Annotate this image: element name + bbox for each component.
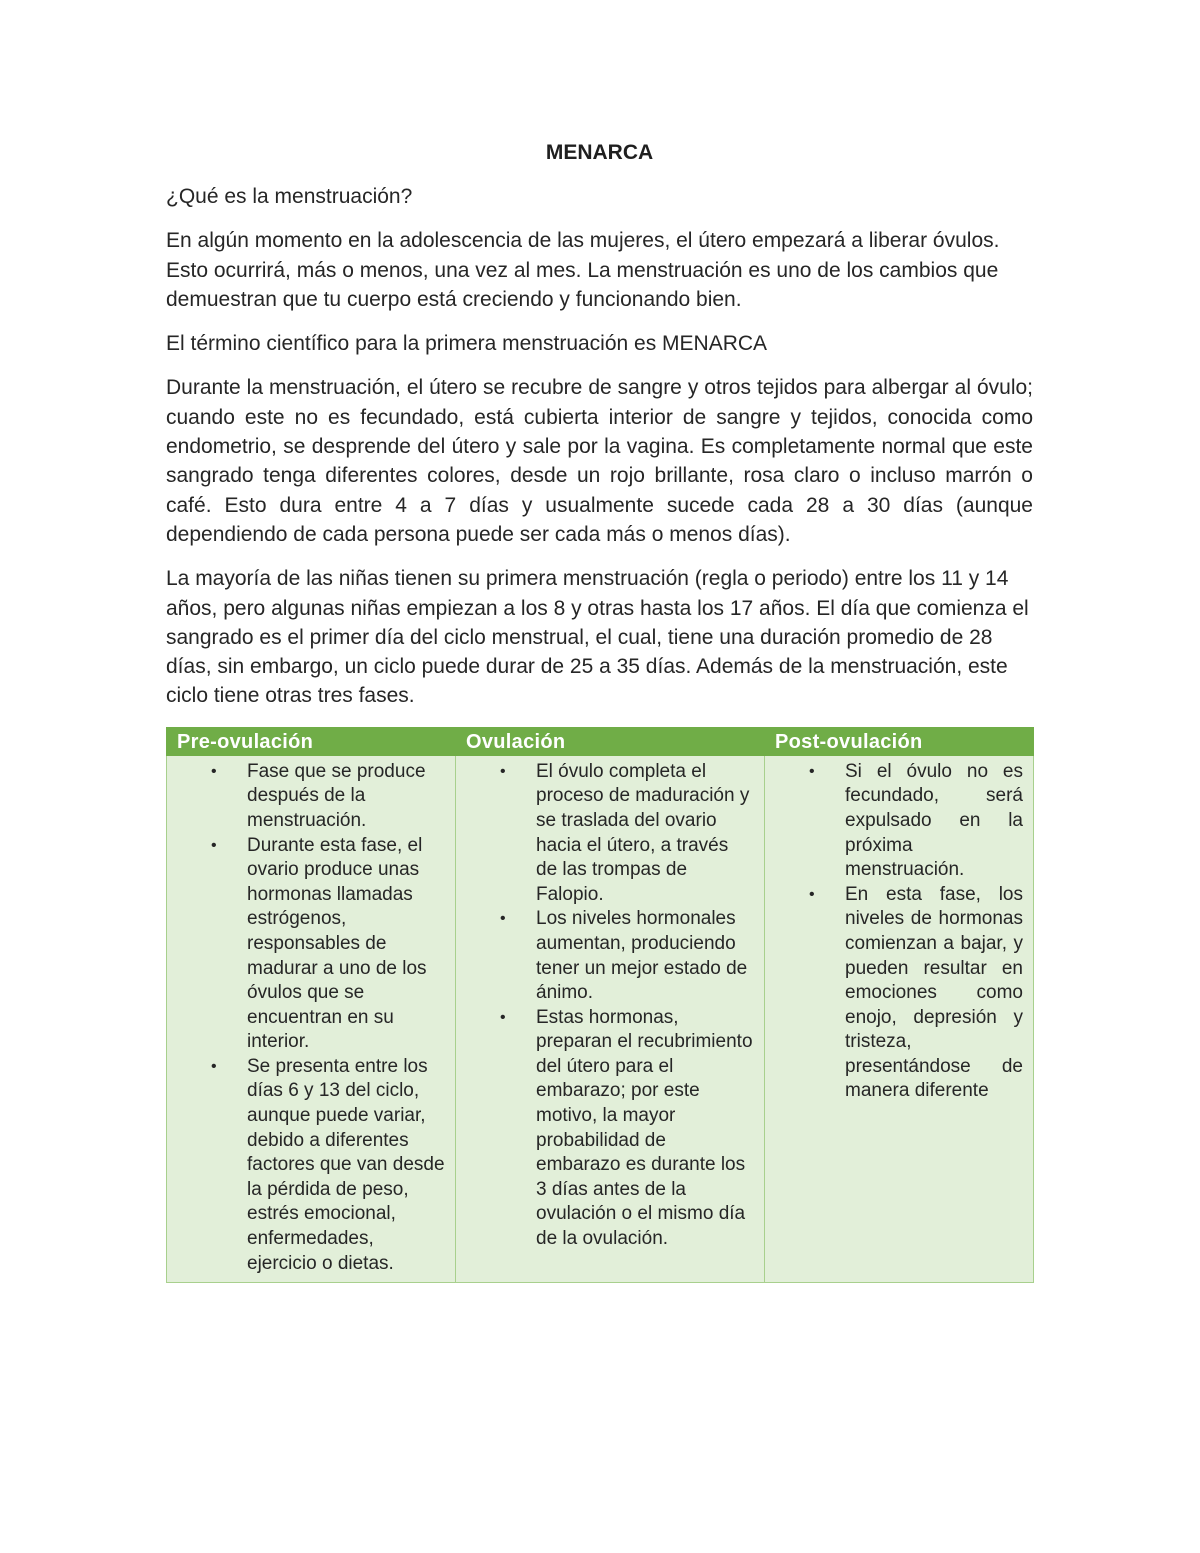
bullet-icon: • (211, 836, 217, 854)
bullet-icon: • (211, 762, 217, 780)
list-item: • Durante esta fase, el ovario produce unas hormonas llamadas estrógenos, responsables de madurar a uno de los óvulos que se encuentran en su interior. (211, 834, 427, 1053)
header-ovulation: Ovulación (456, 727, 765, 755)
list-item: • Si el óvulo no es fecundado, será expulsado en la próxima menstruación. (809, 760, 1023, 881)
bullet-list-post-ovulation (775, 760, 1023, 1104)
bullet-icon: • (500, 910, 506, 928)
bullet-icon: • (500, 1008, 506, 1026)
section-question: ¿Qué es la menstruación? (166, 185, 413, 208)
list-item: • Se presenta entre los días 6 y 13 del ciclo, aunque puede variar, debido a diferentes factores que van desde la pérdida de peso, estrés emocional, enfermedades, ejercicio o dietas. (211, 1055, 445, 1274)
cell-post-ovulation (765, 755, 1034, 1282)
bullet-list-ovulation (466, 760, 754, 1252)
list-item: • El óvulo completa el proceso de maduración y se traslada del ovario hacia el útero, a través de las trompas de Falopio. (500, 760, 750, 905)
document-page (166, 138, 1033, 1283)
bullet-icon: • (809, 762, 815, 780)
bullet-icon: • (500, 762, 506, 780)
paragraph-cycle-description: La mayoría de las niñas tienen su primera menstruación (regla o periodo) entre los 11 y 14 años, pero algunas niñas empiezan a los 8 y otras hasta los 17 años. El día que comienza el sangrado es el primer día del ciclo menstrual, el cual, tiene una duración promedio de 28 días, sin embargo, un ciclo puede durar de 25 a 35 días. Además de la menstruación, este ciclo tiene otras tres fases. (166, 567, 1029, 708)
table-row (167, 755, 1034, 1282)
paragraph-menarca-term: El término científico para la primera menstruación es MENARCA (166, 332, 768, 356)
bullet-icon: • (809, 885, 815, 903)
cell-ovulation (456, 755, 765, 1282)
bullet-list-pre-ovulation (177, 760, 445, 1276)
list-item: • Fase que se produce después de la menstruación. (211, 760, 426, 831)
header-post-ovulation: Post-ovulación (765, 727, 1034, 755)
paragraph-intro: En algún momento en la adolescencia de las mujeres, el útero empezará a liberar óvulos. Esto ocurrirá, más o menos, una vez al mes. La menstruación es uno de los cambios que demuestran que tu cuerpo está creciendo y funcionando bien. (166, 229, 1000, 311)
header-pre-ovulation: Pre-ovulación (167, 727, 456, 755)
paragraph-menstruation-description: Durante la menstruación, el útero se recubre de sangre y otros tejidos para albergar al óvulo; cuando este no es fecundado, está cubierta interior de sangre y tejidos, conocida como endometrio, se desprende del útero y sale por la vagina. Es completamente normal que este sangrado tenga diferentes colores, desde un rojo brillante, rosa claro o incluso marrón o café. Esto dura entre 4 a 7 días y usualmente sucede cada 28 a 30 días (aunque dependiendo de cada persona puede ser cada más o menos días). (166, 376, 1033, 546)
bullet-icon: • (211, 1057, 217, 1075)
list-item: • En esta fase, los niveles de hormonas comienzan a bajar, y pueden resultar en emociones como enojo, depresión y tristeza, presentándose de manera diferente (809, 883, 1023, 1102)
list-item: • Estas hormonas, preparan el recubrimiento del útero para el embarazo; por este motivo, la mayor probabilidad de embarazo es durante los 3 días antes de la ovulación o el mismo día de la ovulación. (500, 1006, 753, 1250)
list-item: • Los niveles hormonales aumentan, produciendo tener un mejor estado de ánimo. (500, 908, 748, 1004)
table-header-row (167, 727, 1034, 755)
cell-pre-ovulation (167, 755, 456, 1282)
phases-table (166, 727, 1034, 1283)
page-title: MENARCA (545, 141, 654, 164)
